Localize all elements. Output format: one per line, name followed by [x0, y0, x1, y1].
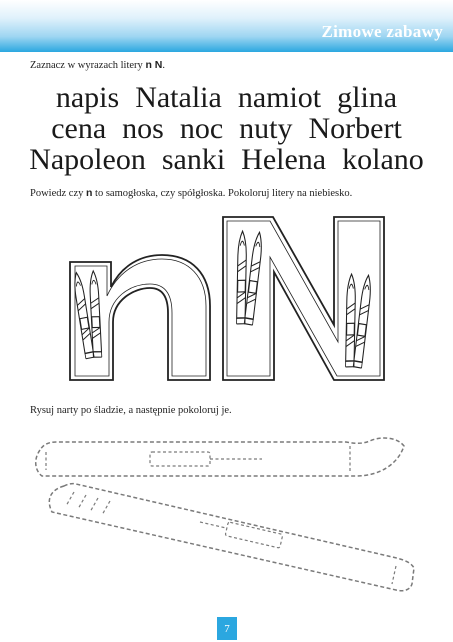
word[interactable]: nos	[122, 112, 164, 145]
word[interactable]: namiot	[237, 81, 322, 114]
page-number: 7	[217, 617, 237, 640]
letter-n-outline[interactable]	[70, 255, 210, 380]
instruction-end: .	[162, 60, 165, 71]
word[interactable]: kolano	[342, 143, 424, 176]
instruction-text: Zaznacz w wyrazach litery	[30, 60, 146, 71]
instruction-letters: n N	[145, 59, 163, 71]
word[interactable]: Natalia	[135, 81, 222, 114]
word[interactable]: napis	[55, 81, 120, 114]
ski-trace-top[interactable]	[36, 438, 404, 476]
instruction-text: Powiedz czy	[30, 188, 86, 199]
instruction-letter: n	[85, 187, 93, 199]
word[interactable]: Norbert	[308, 112, 402, 145]
word[interactable]: sanki	[161, 143, 226, 176]
word[interactable]: glina	[337, 81, 398, 114]
letter-N-outline[interactable]	[223, 217, 384, 380]
word[interactable]: noc	[179, 112, 224, 145]
instruction-text-end: to samogłoska, czy spółgłoska. Pokoloruj litery na niebiesko.	[92, 188, 353, 199]
word[interactable]: nuty	[239, 112, 293, 145]
instruction-draw-skis: Rysuj narty po śladzie, a następnie pokoloruj je.	[30, 405, 232, 416]
section-title: Zimowe zabawy	[321, 22, 443, 41]
word[interactable]: cena	[51, 112, 107, 145]
word[interactable]: Napoleon	[29, 143, 146, 176]
word[interactable]: Helena	[241, 143, 327, 176]
ski-trace-bottom[interactable]	[49, 484, 414, 591]
